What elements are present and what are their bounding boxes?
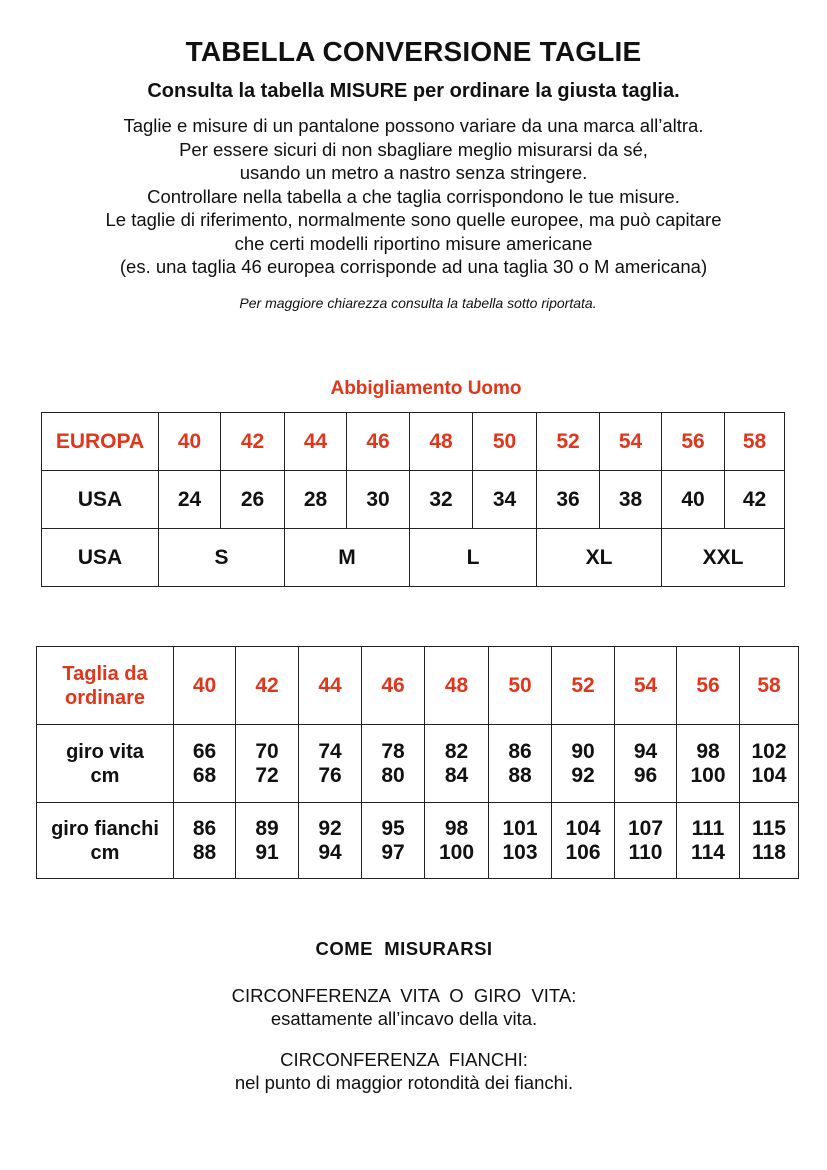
table-row [37,647,799,725]
waist-value-cell [740,725,799,803]
europe-size-cell: 56 [662,413,725,471]
hips-max: 106 [565,840,601,864]
hips-value-cell [236,803,299,879]
table-row [37,725,799,803]
order-size-cell: 58 [740,647,799,725]
usa-size-cell: 32 [410,471,473,529]
how-to-measure-heading: COME MISURARSI [315,938,493,959]
usa-size-cell: 30 [347,471,410,529]
waist-min: 82 [444,739,469,763]
waist-label-line: giro vita [66,740,144,763]
intro-paragraph [0,114,827,279]
order-size-cell: 40 [174,647,236,725]
waist-max: 72 [255,763,279,787]
order-size-cell: 50 [489,647,552,725]
usa-size-cell: 26 [221,471,285,529]
waist-max: 80 [381,763,405,787]
table-row [42,471,785,529]
measurement-table [36,646,799,879]
hips-value-cell [362,803,425,879]
hips-value-cell [552,803,615,879]
europe-size-cell: 42 [221,413,285,471]
waist-instruction-title: CIRCONFERENZA VITA O GIRO VITA: [231,985,577,1006]
usa-size-cell: 40 [662,471,725,529]
order-size-label-line: ordinare [64,686,146,709]
hips-min: 115 [752,816,786,840]
waist-min: 90 [571,739,595,763]
waist-label-line: cm [90,764,120,787]
usa-letter-size-cell: M [285,529,410,587]
page-subtitle: Consulta la tabella MISURE per ordinare la giusta taglia. [147,80,680,102]
table-row [42,413,785,471]
europe-size-cell: 52 [537,413,600,471]
waist-value-cell [615,725,677,803]
hips-value-cell [677,803,740,879]
hips-value-cell [174,803,236,879]
hips-min: 98 [444,816,469,840]
usa-letter-size-cell: XXL [662,529,785,587]
hips-label-line: cm [90,841,120,864]
waist-min: 70 [255,739,279,763]
usa-size-cell: 34 [473,471,537,529]
usa-size-cell: 24 [159,471,221,529]
waist-min: 74 [318,739,342,763]
hips-instruction-text: nel punto di maggior rotondità dei fianchi. [234,1072,574,1093]
order-size-cell: 46 [362,647,425,725]
usa-size-cell: 38 [600,471,662,529]
waist-max: 104 [751,763,787,787]
waist-min: 78 [381,739,405,763]
table-note: Per maggiore chiarezza consulta la tabella sotto riportata. [239,295,597,311]
waist-value-cell [174,725,236,803]
usa-label-cell: USA [42,471,159,529]
usa-letter-size-cell: L [410,529,537,587]
hips-max: 97 [381,840,405,864]
order-size-cell: 52 [552,647,615,725]
waist-value-cell [552,725,615,803]
hips-min: 111 [691,816,725,840]
hips-max: 94 [318,840,342,864]
europe-size-cell: 48 [410,413,473,471]
europe-size-cell: 44 [285,413,347,471]
hips-min: 89 [255,816,279,840]
usa-letter-label-cell: USA [42,529,159,587]
waist-value-cell [236,725,299,803]
waist-value-cell [677,725,740,803]
intro-line: Controllare nella tabella a che taglia corrispondono le tue misure. [147,185,680,207]
page-title: TABELLA CONVERSIONE TAGLIE [185,36,642,67]
how-to-hips [0,1048,808,1094]
waist-min: 66 [192,739,217,763]
usa-letter-size-cell: S [159,529,285,587]
europe-label-cell: EUROPA [42,413,159,471]
usa-size-cell: 36 [537,471,600,529]
order-size-label-cell [37,647,174,725]
table-row [42,529,785,587]
waist-label-cell [37,725,174,803]
usa-size-cell: 42 [725,471,785,529]
hips-max: 91 [255,840,279,864]
order-size-cell: 44 [299,647,362,725]
hips-min: 101 [502,816,538,840]
hips-value-cell [740,803,799,879]
europe-size-cell: 40 [159,413,221,471]
hips-max: 118 [752,840,786,864]
waist-max: 96 [633,763,658,787]
europe-size-cell: 58 [725,413,785,471]
hips-value-cell [299,803,362,879]
waist-instruction-text: esattamente all’incavo della vita. [270,1008,538,1029]
waist-max: 68 [192,763,217,787]
section-heading-men: Abbigliamento Uomo [330,378,522,399]
hips-value-cell [489,803,552,879]
waist-min: 102 [751,739,787,763]
size-conversion-table [41,412,785,587]
hips-value-cell [615,803,677,879]
waist-min: 86 [508,739,532,763]
usa-letter-size-cell: XL [537,529,662,587]
waist-max: 84 [444,763,469,787]
hips-label-cell [37,803,174,879]
waist-value-cell [299,725,362,803]
hips-label-line: giro fianchi [51,817,159,840]
order-size-cell: 48 [425,647,489,725]
order-size-cell: 42 [236,647,299,725]
intro-line: Taglie e misure di un pantalone possono variare da una marca all’altra. [123,115,704,136]
order-size-cell: 54 [615,647,677,725]
hips-max: 88 [192,840,217,864]
hips-max: 110 [628,840,663,864]
intro-line: Per essere sicuri di non sbagliare meglio misurarsi da sé, [179,138,648,160]
how-to-waist [0,984,808,1030]
hips-max: 100 [438,840,475,864]
hips-max: 114 [691,840,725,864]
waist-max: 76 [318,763,342,787]
hips-value-cell [425,803,489,879]
waist-min: 94 [633,739,658,763]
table-row [37,803,799,879]
hips-min: 86 [192,816,217,840]
hips-min: 92 [318,816,342,840]
intro-line: usando un metro a nastro senza stringere. [239,162,588,183]
intro-line: che certi modelli riportino misure americane [234,232,593,254]
waist-min: 98 [696,739,720,763]
hips-min: 95 [381,816,405,840]
waist-value-cell [425,725,489,803]
hips-max: 103 [502,840,538,864]
hips-min: 104 [565,816,601,840]
waist-value-cell [362,725,425,803]
europe-size-cell: 46 [347,413,410,471]
europe-size-cell: 54 [600,413,662,471]
waist-max: 92 [571,763,595,787]
intro-line: Le taglie di riferimento, normalmente sono quelle europee, ma può capitare [105,209,722,230]
usa-size-cell: 28 [285,471,347,529]
intro-line: (es. una taglia 46 europea corrisponde ad una taglia 30 o M americana) [119,256,708,277]
waist-max: 100 [690,763,726,787]
order-size-cell: 56 [677,647,740,725]
waist-max: 88 [508,763,532,787]
order-size-label-line: Taglia da [62,662,148,685]
waist-value-cell [489,725,552,803]
europe-size-cell: 50 [473,413,537,471]
hips-min: 107 [627,816,664,840]
hips-instruction-title: CIRCONFERENZA FIANCHI: [280,1049,528,1070]
